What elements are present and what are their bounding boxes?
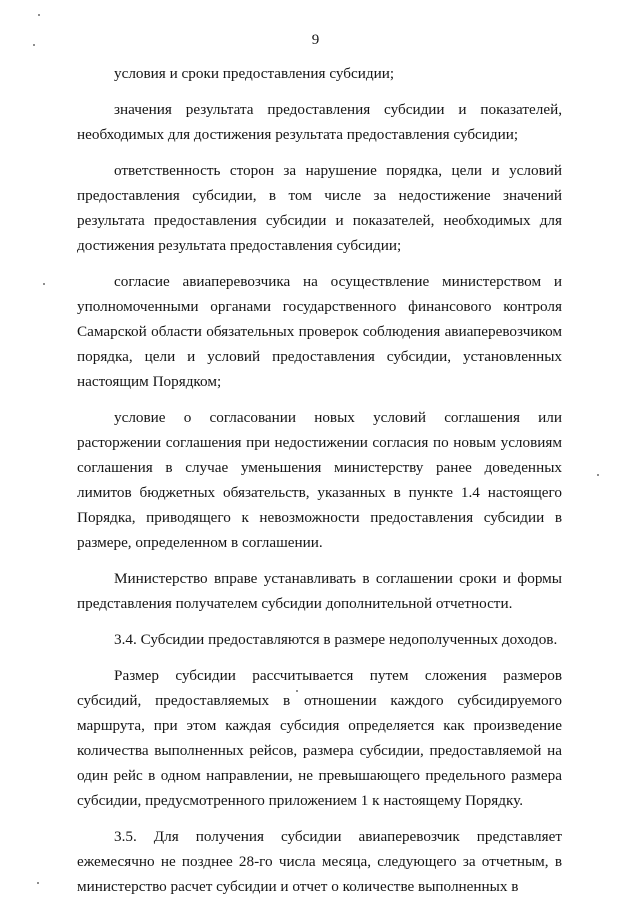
paragraph-3-5: 3.5. Для получения субсидии авиаперевозчик представляет ежемесячно не позднее 28-го числа месяца, следующего за отчетным, в министерство расчет субсидии и отчет о количестве выполненных в bbox=[77, 828, 562, 895]
scan-speck bbox=[33, 44, 35, 46]
scan-speck bbox=[43, 283, 45, 285]
scan-speck bbox=[597, 474, 599, 476]
paragraph-reporting: Министерство вправе устанавливать в соглашении сроки и формы представления получателем субсидии дополнительной отчетности. bbox=[77, 570, 562, 612]
paragraph-agreement-change: условие о согласовании новых условий соглашения или расторжении соглашения при недостижении согласия по новым условиям соглашения в случае уменьшения министерству ранее доведенных лимитов бюджетных обязательств, указанных в пункте 1.4 настоящего Порядка, приводящего к невозможности предоставления субсидии в размере, определенном в соглашении. bbox=[77, 409, 562, 551]
scan-speck bbox=[37, 882, 39, 884]
scan-speck bbox=[38, 14, 40, 16]
paragraph-consent-inspections: согласие авиаперевозчика на осуществление министерством и уполномоченными органами государственного финансового контроля Самарской области обязательных проверок соблюдения авиаперевозчиком порядка, цели и условий предоставления субсидии, установленных настоящим Порядком; bbox=[77, 273, 562, 390]
document-body bbox=[77, 61, 562, 910]
paragraph-liability: ответственность сторон за нарушение порядка, цели и условий предоставления субсидии, в том числе за недостижение значений результата предоставления субсидии и показателей, необходимых для достижения результата предоставления субсидии; bbox=[77, 162, 562, 254]
paragraph-subsidy-terms: условия и сроки предоставления субсидии; bbox=[114, 65, 395, 82]
paragraph-subsidy-size: Размер субсидии рассчитывается путем сложения размеров субсидий, предоставляемых в отношении каждого субсидируемого маршрута, при этом каждая субсидия определяется как произведение количества выполненных рейсов, размера субсидии, предоставляемой на один рейс в одном направлении, не превышающего предельного размера субсидии, предусмотренного приложением 1 к настоящему Порядку. bbox=[77, 667, 562, 809]
paragraph-3-4: 3.4. Субсидии предоставляются в размере недополученных доходов. bbox=[114, 631, 558, 648]
page-number: 9 bbox=[311, 32, 320, 48]
paragraph-result-values: значения результата предоставления субсидии и показателей, необходимых для достижения результата предоставления субсидии; bbox=[77, 101, 562, 143]
scan-speck bbox=[296, 690, 298, 692]
